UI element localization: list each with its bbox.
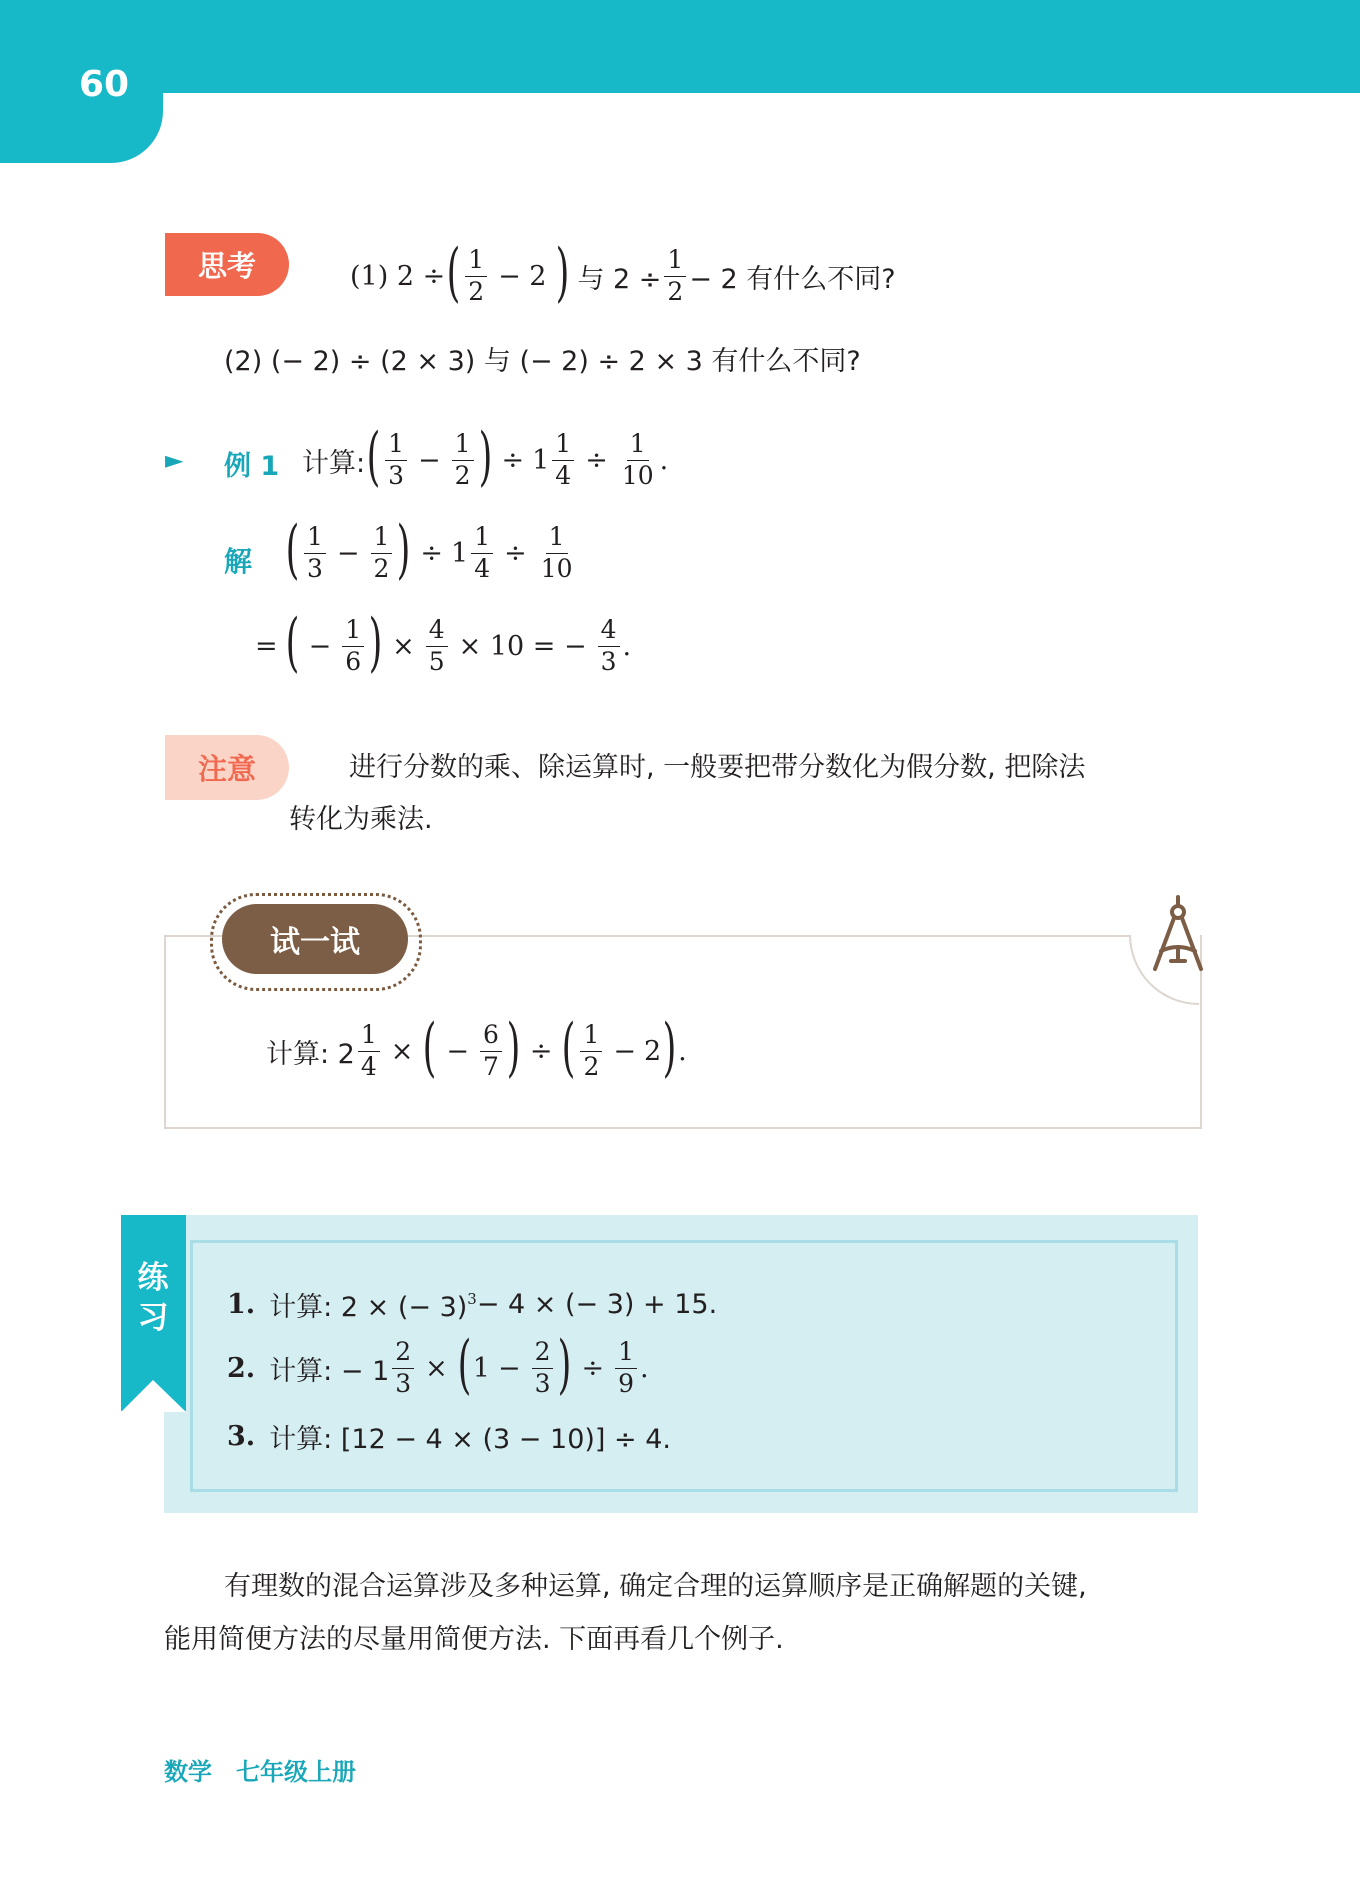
note-label: 注意 xyxy=(165,735,289,800)
try-it-label: 试一试 xyxy=(222,904,408,974)
page-number: 60 xyxy=(79,64,130,105)
think-question-2: (2) (− 2) ÷ (2 × 3) 与 (− 2) ÷ 2 × 3 有什么不同? xyxy=(224,346,861,377)
solution-line-1: ( 1 3 − $\frac{1}{2}$ ) ÷ 1 $\frac{1}{4}$ ÷ $\frac{1}{10}$ xyxy=(285,513,573,587)
note-line-1: 进行分数的乘、除运算时, 一般要把带分数化为假分数, 把除法 xyxy=(349,752,1086,783)
try-it-problem: 计算: 2 $\frac{1}{4}$ × ( − $\frac{6}{7}$ ) ÷ ( 1 2 − 2 ) . xyxy=(266,1011,687,1085)
paragraph-line-2: 能用简便方法的尽量用简便方法. 下面再看几个例子. xyxy=(164,1624,784,1655)
exercise-item-3: 3. 计算: [12 − 4 × (3 − 10)] ÷ 4. xyxy=(227,1421,671,1455)
example-problem: 计算: ( 1 3 − $\frac{1}{2}$ ) ÷ 1 $\frac{1}{4}$ ÷ $\frac{1}{10}$ . xyxy=(302,420,669,494)
solution-label: 解 xyxy=(224,545,253,578)
exercise-label: 练习 xyxy=(137,1260,169,1336)
paragraph-line-1: 有理数的混合运算涉及多种运算, 确定合理的运算顺序是正确解题的关键, xyxy=(224,1571,1087,1602)
fraction: 1 2 xyxy=(465,247,487,305)
arrow-icon: ► xyxy=(165,446,184,474)
example-label: 例 1 xyxy=(224,451,280,482)
footer-book-title: 数学 七年级上册 xyxy=(164,1758,356,1786)
exercise-item-1: 1. 计算: 2 × (− 3) $^3$ − 4 × (− 3) + 15. xyxy=(227,1289,718,1323)
note-line-2: 转化为乘法. xyxy=(289,804,433,835)
header-band xyxy=(0,0,1360,93)
solution-line-2: = ( − $\frac{1}{6}$ ) × $\frac{4}{5}$ × 10 = − $\frac{4}{3}$ . xyxy=(255,606,632,680)
fraction: $\frac{1}{2}$ xyxy=(664,247,686,305)
exercise-item-2: 2. 计算: − 1 $\frac{2}{3}$ × ( 1 − $\frac{2}{3}$ ) ÷ $\frac{1}{9}$ . xyxy=(227,1328,649,1402)
think-label: 思考 xyxy=(165,233,289,296)
compass-icon xyxy=(1147,895,1209,977)
think-question-1: (1) 2 ÷ ( 1 2 − 2 ) 与 2 ÷ $\frac{1}{2}$ − 2 有什么不同? xyxy=(350,236,896,310)
